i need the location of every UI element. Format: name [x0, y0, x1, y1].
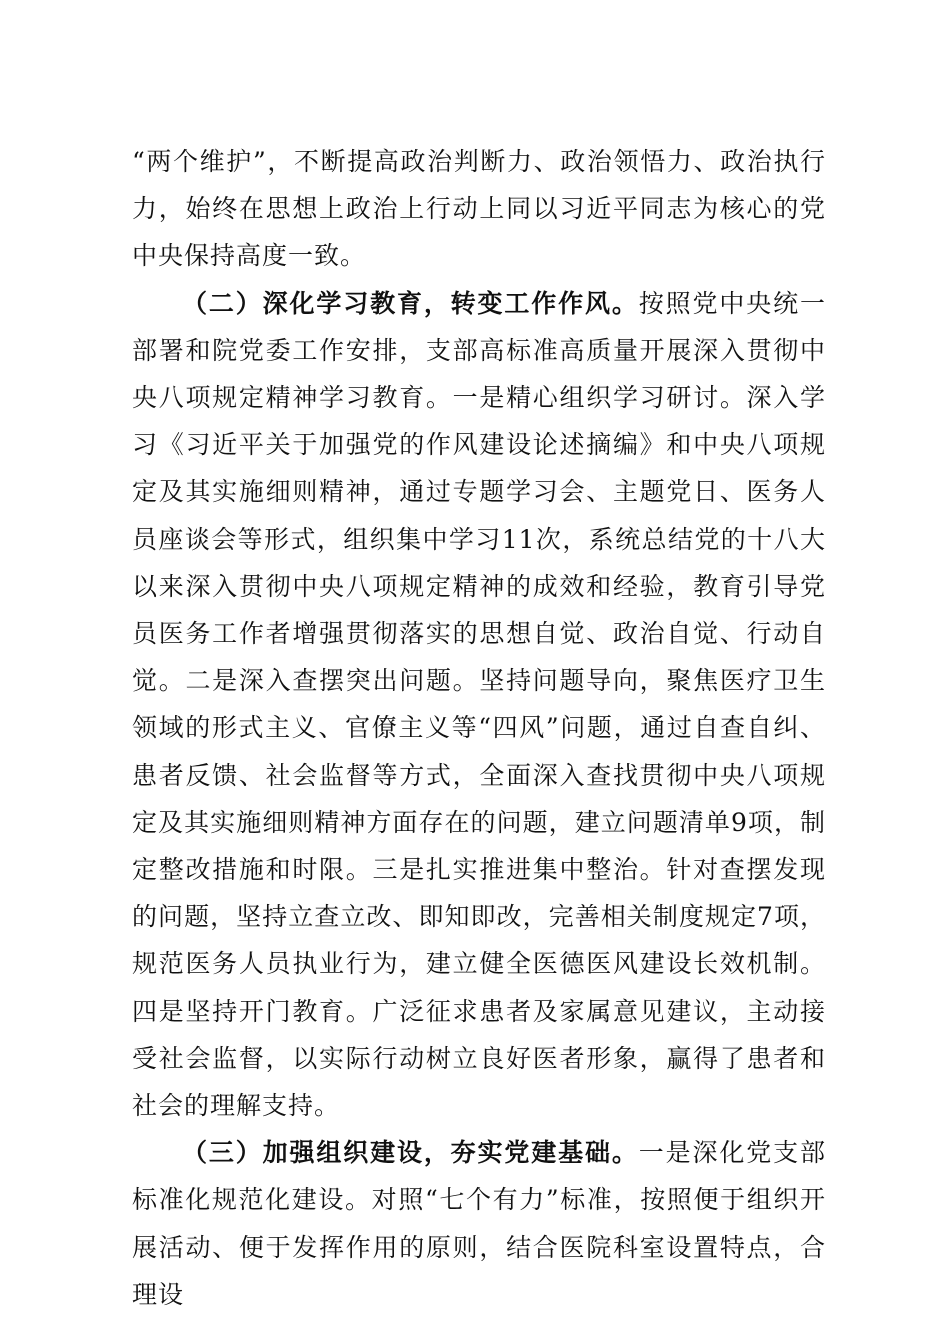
paragraph-text: 按照党中央统一部署和院党委工作安排，支部高标准高质量开展深入贯彻中央八项规定精神学习教育。一是精心组织学习研讨。深入学习《习近平关于加强党的作风建设论述摘编》和中央八项规定及其实施细则精神，通过专题学习会、主题党日、医务人员座谈会等形式，组织集中学习11次，系统总结党的十八大以来深入贯彻中央八项规定精神的成效和经验，教育引导党员医务工作者增强贯彻落实的思想自觉、政治自觉、行动自觉。二是深入查摆突出问题。坚持问题导向，聚焦医疗卫生领域的形式主义、官僚主义等“四风”问题，通过自查自纠、患者反馈、社会监督等方式，全面深入查找贯彻中央八项规定及其实施细则精神方面存在的问题，建立问题清单9项，制定整改措施和时限。三是扎实推进集中整治。针对查摆发现的问题，坚持立查立改、即知即改，完善相关制度规定7项，规范医务人员执业行为，建立健全医德医风建设长效机制。四是坚持开门教育。广泛征求患者及家属意见建议，主动接受社会监督，以实际行动树立良好医者形象，赢得了患者和社会的理解支持。: [132, 288, 826, 1121]
paragraph-continuation: [132, 138, 826, 280]
paragraph-text: 一是深化党支部标准化规范化建设。对照“七个有力”标准，按照便于组织开展活动、便于发挥作用的原则，结合医院科室设置特点，合理设: [132, 1138, 826, 1309]
section-heading: （二）深化学习教育，转变工作作风。: [182, 288, 639, 318]
paragraph-section-2: [132, 280, 826, 1130]
paragraph-section-3: [132, 1129, 826, 1318]
paragraph-text: “两个维护”，不断提高政治判断力、政治领悟力、政治执行力，始终在思想上政治上行动上同以习近平同志为核心的党中央保持高度一致。: [132, 147, 826, 271]
document-body: [132, 138, 826, 1318]
section-heading: （三）加强组织建设，夯实党建基础。: [182, 1138, 639, 1168]
